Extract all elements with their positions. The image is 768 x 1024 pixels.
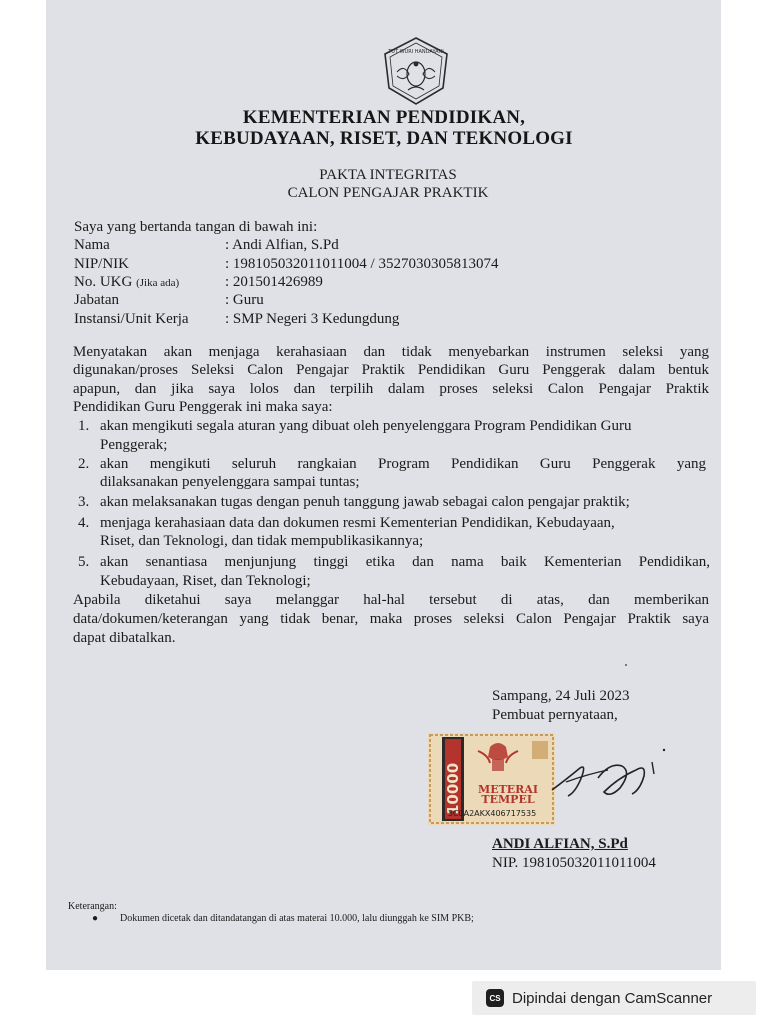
- item-line: akan senantiasa menjunjung tinggi etika dan nama baik Kementerian Pendidikan,: [100, 554, 710, 570]
- identity-value-instansi: : SMP Negeri 3 Kedungdung: [225, 311, 400, 327]
- signer-name: ANDI ALFIAN, S.Pd: [492, 836, 628, 852]
- item-line: dilaksanakan penyelenggara sampai tuntas;: [100, 474, 360, 490]
- item-number: 3.: [78, 494, 90, 510]
- item-line: Kebudayaan, Riset, dan Teknologi;: [100, 573, 311, 589]
- item-number: 4.: [78, 515, 90, 531]
- doc-title-line1: PAKTA INTEGRITAS: [319, 167, 457, 183]
- camscanner-icon: CS: [486, 989, 504, 1007]
- item-number: 1.: [78, 418, 90, 434]
- closing-line: data/dokumen/keterangan yang tidak benar, maka proses seleksi Calon Pengajar Praktik saya: [73, 611, 709, 627]
- closing-line: Apabila diketahui saya melanggar hal-hal tersebut di atas, dan memberikan: [73, 592, 709, 608]
- stamp-title2: TEMPEL: [481, 793, 535, 806]
- item-line: akan melaksanakan tugas dengan penuh tanggung jawab sebagai calon pengajar praktik;: [100, 494, 630, 510]
- camscanner-label: Dipindai dengan CamScanner: [512, 989, 713, 1007]
- signer-nip: NIP. 198105032011011004: [492, 855, 656, 871]
- note-item: Dokumen dicetak dan ditandatangan di atas materai 10.000, lalu diunggah ke SIM PKB;: [120, 913, 474, 924]
- handwritten-signature: [548, 738, 668, 808]
- statement-line: Pendidikan Guru Penggerak ini maka saya:: [73, 399, 333, 415]
- place-date: Sampang, 24 Juli 2023: [492, 688, 630, 704]
- item-line: Riset, dan Teknologi, dan tidak mempublikasikannya;: [100, 533, 424, 549]
- doc-title-line2: CALON PENGAJAR PRAKTIK: [287, 185, 489, 201]
- identity-value-ukg: : 201501426989: [225, 274, 323, 290]
- identity-label-nama: Nama: [74, 237, 110, 253]
- statement-line: apapun, dan jika saya lolos dan terpilih dalam proses seleksi Calon Pengajar Praktik: [73, 381, 709, 397]
- item-line: akan mengikuti segala aturan yang dibuat oleh penyelenggara Program Pendidikan Guru: [100, 418, 632, 434]
- item-line: menjaga kerahasiaan data dan dokumen resmi Kementerian Pendidikan, Kebudayaan,: [100, 515, 615, 531]
- tut-wuri-handayani-logo: [373, 36, 459, 108]
- logo-text: TUT WURI HANDAYANI: [388, 49, 444, 55]
- item-line: akan mengikuti seluruh rangkaian Program Pendidikan Guru Penggerak yang: [100, 456, 706, 472]
- intro-text: Saya yang bertanda tangan di bawah ini:: [74, 219, 318, 235]
- identity-value-jabatan: : Guru: [225, 292, 264, 308]
- speck: [625, 664, 627, 666]
- closing-line: dapat dibatalkan.: [73, 630, 176, 646]
- item-number: 5.: [78, 554, 90, 570]
- camscanner-badge: [472, 981, 756, 1015]
- ministry-name-line2: KEBUDAYAAN, RISET, DAN TEKNOLOGI: [195, 128, 573, 149]
- stamp-title1: METERAI: [478, 783, 538, 796]
- identity-label-ukg: [74, 274, 179, 291]
- identity-label-ukg-text: No. UKG: [74, 274, 137, 290]
- signer-role: Pembuat pernyataan,: [492, 707, 618, 723]
- identity-value-nama: : Andi Alfian, S.Pd: [225, 237, 339, 253]
- note-bullet: ●: [92, 913, 99, 924]
- statement-line: digunakan/proses Seleksi Calon Pengajar Praktik Pendidikan Guru Penggerak dalam bentuk: [73, 362, 709, 378]
- meterai-stamp: [428, 733, 555, 825]
- statement-line: Menyatakan akan menjaga kerahasiaan dan tidak menyebarkan instrumen seleksi yang: [73, 344, 709, 360]
- identity-label-jabatan: Jabatan: [74, 292, 119, 308]
- ministry-name-line1: KEMENTERIAN PENDIDIKAN,: [242, 107, 526, 128]
- identity-label-instansi: Instansi/Unit Kerja: [74, 311, 189, 327]
- identity-value-nip: : 198105032011011004 / 3527030305813074: [225, 256, 499, 272]
- note-title: Keterangan:: [68, 901, 117, 912]
- stamp-value: 10000: [444, 762, 462, 815]
- stamp-serial: 3C0A2AKX406717535: [447, 809, 537, 818]
- item-number: 2.: [78, 456, 90, 472]
- identity-label-ukg-note: (Jika ada): [136, 277, 180, 289]
- item-line: Penggerak;: [100, 437, 168, 453]
- identity-label-nip: NIP/NIK: [74, 256, 129, 272]
